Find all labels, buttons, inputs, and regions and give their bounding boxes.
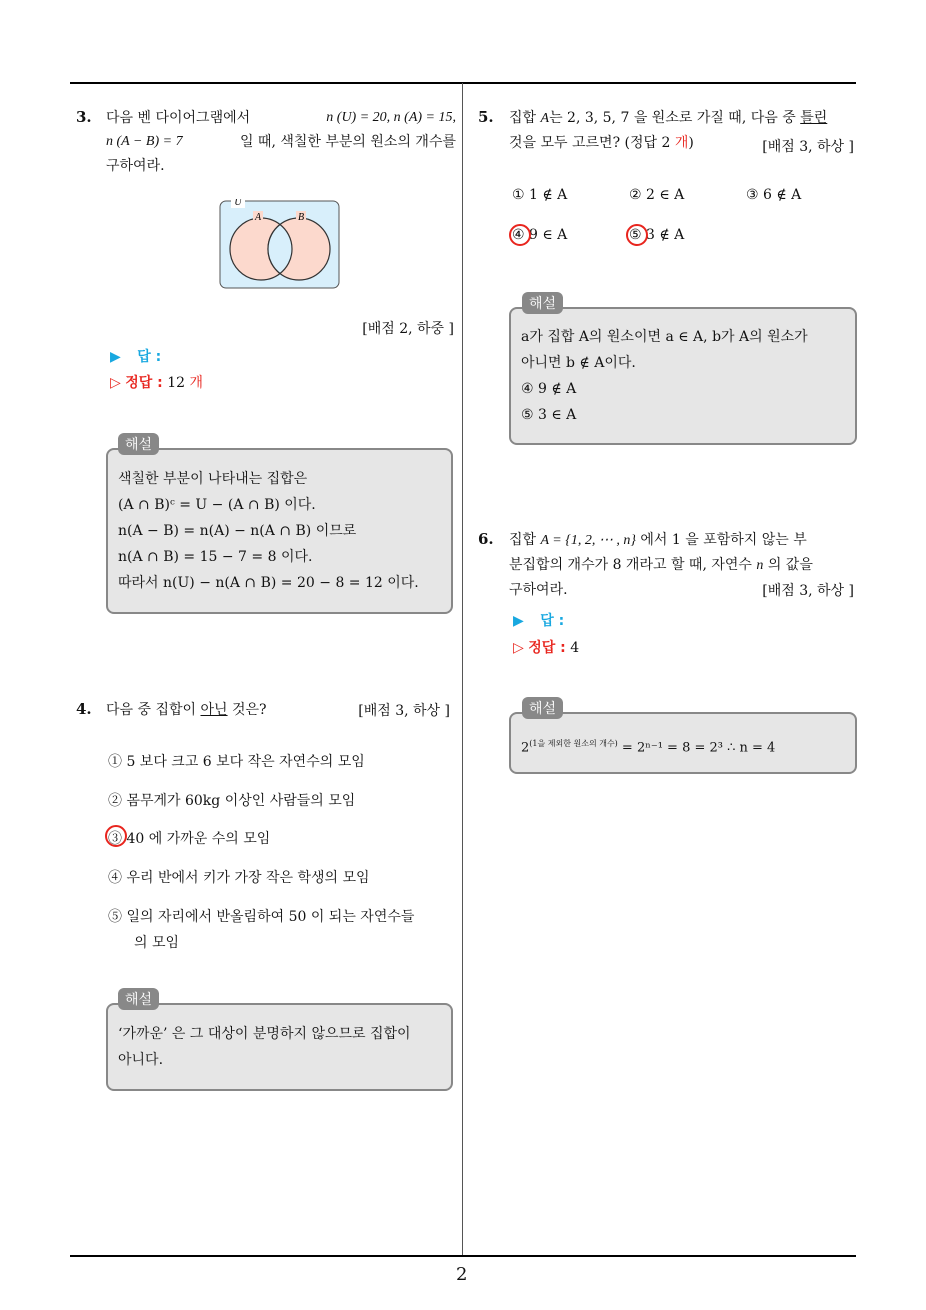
- q6-explain-rest: = 2ⁿ⁻¹ = 8 = 2³ ∴ n = 4: [617, 740, 776, 756]
- q5-explain-line3: ④ 9 ∉ A: [521, 381, 577, 397]
- q5-explain: [521, 324, 808, 428]
- q5-explain-tag: 해설: [522, 292, 563, 314]
- q4-option-2[interactable]: ② 몸무게가 60kg 이상인 사람들의 모임: [108, 793, 356, 809]
- venn-b-label: B: [297, 212, 305, 223]
- q4-text-a: 다음 중 집합이: [106, 702, 201, 718]
- q6-correct-value: 4: [570, 640, 580, 656]
- q6-answer: [513, 610, 564, 630]
- q5-explain-line1: a가 집합 A의 원소이면 a ∈ A, b가 A의 원소가: [521, 329, 808, 345]
- q4-number: 4.: [76, 700, 92, 718]
- q3-explain-tag: 해설: [118, 433, 159, 455]
- triangle-right-icon: ▷: [110, 375, 121, 391]
- play-icon: ▶: [513, 613, 524, 629]
- q6-explain: [521, 731, 775, 761]
- q6-explain-sup: (1을 제외한 원소의 개수): [529, 739, 618, 748]
- q5-line2b: ): [688, 135, 694, 151]
- q6-line2c: 의 값을: [763, 557, 813, 573]
- q3-explain-line4: n(A ∩ B) = 15 − 7 = 8 이다.: [118, 549, 313, 565]
- q3-correct-label: 정답 :: [125, 375, 163, 391]
- top-rule: [70, 82, 856, 84]
- q3-explain-line5: 따라서 n(U) − n(A ∩ B) = 20 − 8 = 12 이다.: [118, 575, 419, 591]
- q3-explain-line2: (A ∩ B)ᶜ = U − (A ∩ B) 이다.: [118, 497, 316, 513]
- q3-line2a: n (A − B) = 7: [106, 134, 183, 149]
- venn-a-label: A: [254, 212, 262, 223]
- q3-line3: 구하여라.: [106, 158, 165, 174]
- q6-correct: [513, 637, 579, 657]
- q5-explain-line4: ⑤ 3 ∈ A: [521, 407, 577, 423]
- q5-line1u: 틀린: [800, 110, 828, 126]
- q3-correct-value: 12: [167, 375, 186, 391]
- q4-option-3-mark: [105, 825, 127, 847]
- q5-line2red: 개: [674, 135, 689, 151]
- q4-text-underline: 아닌: [200, 702, 228, 718]
- q5-meta: [배점 3, 하상 ]: [762, 139, 854, 155]
- q3-correct: [110, 372, 203, 392]
- q3-meta: [배점 2, 하중 ]: [362, 321, 454, 337]
- q5-option-3[interactable]: ③ 6 ∉ A: [746, 187, 802, 203]
- triangle-right-icon: ▷: [513, 640, 524, 656]
- q4-option-5-cont: 의 모임: [134, 935, 180, 951]
- q5-option-4[interactable]: ④ 9 ∈ A: [512, 227, 568, 243]
- q6-line1b: A = {1, 2, ⋯ , n}: [540, 533, 636, 548]
- column-divider: [462, 83, 463, 1255]
- q6-answer-label: 답 :: [540, 613, 565, 629]
- q5-line2a: 것을 모두 고르면? (정답 2: [509, 135, 675, 151]
- q5-number: 5.: [478, 108, 494, 126]
- q4-explain-tag: 해설: [118, 988, 159, 1010]
- page-number: 2: [456, 1264, 468, 1285]
- q6-number: 6.: [478, 530, 494, 548]
- play-icon: ▶: [110, 349, 121, 365]
- q3-explain: [118, 466, 419, 596]
- q6-explain-tag: 해설: [522, 697, 563, 719]
- q4-text-b: 것은?: [227, 702, 267, 718]
- q3-line2b: 일 때, 색칠한 부분의 원소의 개수를: [239, 134, 456, 150]
- bottom-rule: [70, 1255, 856, 1257]
- venn-diagram: [219, 199, 341, 291]
- q5-line1a: 집합: [509, 110, 541, 126]
- q4-meta: [배점 3, 하상 ]: [358, 703, 450, 719]
- q3-correct-unit: 개: [189, 375, 204, 391]
- q4-option-4[interactable]: ④ 우리 반에서 키가 가장 작은 학생의 모임: [108, 870, 370, 886]
- q3-line1a: 다음 벤 다이어그램에서: [106, 110, 251, 126]
- q3-explain-line3: n(A − B) = n(A) − n(A ∩ B) 이므로: [118, 523, 357, 539]
- q5-line1c: 는 2, 3, 5, 7 을 원소로 가질 때, 다음 중: [549, 110, 801, 126]
- q6-explain-base: 2: [521, 740, 530, 756]
- q5-option-4-mark: [509, 224, 531, 246]
- q3-text: [106, 106, 456, 178]
- q5-option-5-mark: [626, 224, 648, 246]
- q3-answer-label: 답 :: [137, 349, 162, 365]
- q4-explain: [118, 1021, 411, 1073]
- q4-explain-line1: ‘가까운’ 은 그 대상이 분명하지 않으므로 집합이: [118, 1026, 411, 1042]
- q3-number: 3.: [76, 108, 92, 126]
- q4-option-5[interactable]: ⑤ 일의 자리에서 반올림하여 50 이 되는 자연수들: [108, 909, 415, 925]
- q5-option-2[interactable]: ② 2 ∈ A: [629, 187, 685, 203]
- q6-line2b: n: [756, 558, 764, 573]
- q3-explain-line1: 색칠한 부분이 나타내는 집합은: [118, 471, 308, 487]
- q5-option-5[interactable]: ⑤ 3 ∉ A: [629, 227, 685, 243]
- venn-u-label: U: [234, 199, 242, 208]
- q6-line1a: 집합: [509, 532, 541, 548]
- q6-line1c: 에서 1 을 포함하지 않는 부: [635, 532, 807, 548]
- q4-option-1[interactable]: ① 5 보다 크고 6 보다 작은 자연수의 모임: [108, 754, 365, 770]
- q6-line3: 구하여라.: [509, 582, 568, 598]
- q4-option-3[interactable]: ③ 40 에 가까운 수의 모임: [108, 831, 271, 847]
- q3-line1b: n (U) = 20, n (A) = 15,: [326, 110, 456, 125]
- q6-correct-label: 정답 :: [528, 640, 566, 656]
- q5-option-1[interactable]: ① 1 ∉ A: [512, 187, 568, 203]
- q4-text: [106, 698, 267, 722]
- q4-explain-line2: 아니다.: [118, 1052, 164, 1068]
- q5-line1b: A: [540, 111, 550, 126]
- q6-meta: [배점 3, 하상 ]: [762, 583, 854, 599]
- q5-explain-line2: 아니면 b ∉ A이다.: [521, 355, 636, 371]
- q6-line2a: 분집합의 개수가 8 개라고 할 때, 자연수: [509, 557, 757, 573]
- q3-answer: [110, 346, 161, 366]
